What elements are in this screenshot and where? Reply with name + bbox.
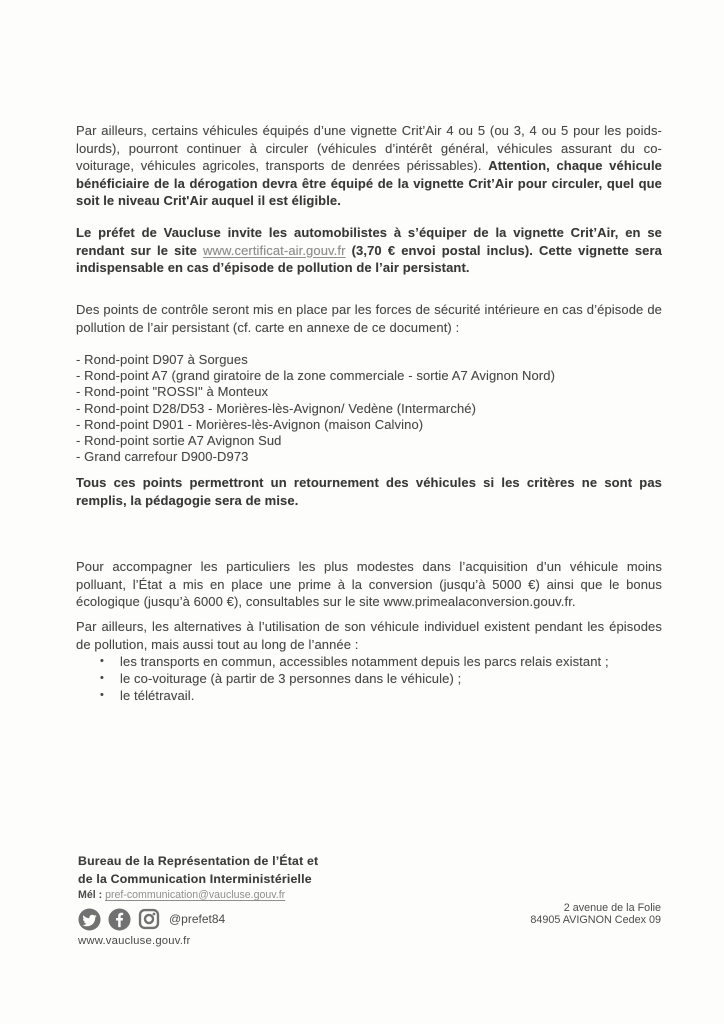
paragraph-derogation-bold: Attention, chaque véhicule bénéficiaire de la dérogation devra être équipé de la vignette Crit’Air pour circuler, quel que soit le niveau Crit'Air auquel il est éligible. bbox=[76, 158, 663, 208]
paragraph-retournement: Tous ces points permettront un retournement des véhicules si les critères ne sont pas remplis, la pédagogie sera de mise. bbox=[76, 475, 662, 508]
footer-email-line bbox=[78, 889, 398, 902]
certificat-air-link[interactable]: www.certificat-air.gouv.fr bbox=[203, 242, 346, 258]
address-line2: 84905 AVIGNON Cedex 09 bbox=[530, 913, 661, 926]
checkpoint-list bbox=[76, 352, 662, 465]
bullet-icon: • bbox=[100, 655, 104, 667]
alternative-item bbox=[76, 687, 662, 704]
checkpoint-item: - Rond-point D901 - Morières-lès-Avignon (maison Calvino) bbox=[76, 416, 424, 432]
footer-address-block bbox=[530, 903, 661, 926]
address-line1: 2 avenue de la Folie bbox=[563, 902, 661, 914]
alternative-item bbox=[76, 670, 662, 687]
paragraph-derogation-normal: Par ailleurs, certains véhicules équipés d’une vignette Crit’Air 4 ou 5 (ou 3, 4 ou 5 pour les poids-lourds), pourront continuer à circuler (véhicules d’intérêt général, véhicules assurant du co-voiturage, véhicules agricoles, transports de denrées périssables). bbox=[76, 123, 662, 173]
bullet-icon: • bbox=[100, 672, 104, 685]
twitter-icon[interactable] bbox=[78, 908, 101, 931]
footer-social-row bbox=[78, 907, 398, 931]
footer-office-line1: Bureau de la Représentation de l’État et bbox=[78, 854, 319, 868]
checkpoint-item: - Grand carrefour D900-D973 bbox=[76, 449, 249, 465]
paragraph-derogation bbox=[76, 122, 662, 210]
alternatives-list bbox=[76, 653, 662, 705]
checkpoint-item: - Rond-point D907 à Sorgues bbox=[76, 352, 248, 367]
alternative-item-text: le télétravail. bbox=[120, 688, 195, 704]
paragraph-alternatives-intro: Par ailleurs, les alternatives à l’utilisation de son véhicule individuel existent pendant les épisodes de pollution, mais aussi tout au long de l’année : bbox=[76, 619, 662, 652]
facebook-icon[interactable] bbox=[108, 908, 131, 931]
instagram-icon[interactable] bbox=[138, 908, 160, 930]
paragraph-prefet-before-link: Le préfet de Vaucluse invite les automobilistes à s’équiper de la vignette Crit’Air, en se rendant sur le site bbox=[76, 225, 662, 258]
footer-contact-block bbox=[78, 853, 398, 947]
footer-website: www.vaucluse.gouv.fr bbox=[78, 935, 191, 947]
email-label: Mél : bbox=[78, 889, 106, 901]
alternative-item-text: le co-voiturage (à partir de 3 personnes dans le véhicule) ; bbox=[120, 671, 462, 687]
checkpoint-item: - Rond-point sortie A7 Avignon Sud bbox=[76, 433, 282, 449]
alternative-item-text: les transports en commun, accessibles notamment depuis les parcs relais existant ; bbox=[120, 654, 609, 669]
paragraph-prefet-after-link: (3,70 € envoi postal inclus). Cette vignette sera indispensable en cas d’épisode de pollution de l’air persistant. bbox=[76, 242, 662, 275]
checkpoint-item: - Rond-point D28/D53 - Morières-lès-Avignon/ Vedène (Intermarché) bbox=[76, 400, 477, 416]
checkpoint-item: - Rond-point A7 (grand giratoire de la zone commerciale - sortie A7 Avignon Nord) bbox=[76, 368, 555, 384]
bullet-icon: • bbox=[100, 689, 104, 702]
alternatives-section bbox=[76, 618, 662, 705]
paragraph-points-controle: Des points de contrôle seront mis en place par les forces de sécurité intérieure en cas d’épisode de pollution de l’air persistant (cf. carte en annexe de ce document) : bbox=[76, 302, 662, 335]
alternative-item bbox=[76, 653, 662, 670]
social-handle: @prefet84 bbox=[169, 912, 226, 926]
checkpoint-item: - Rond-point "ROSSI" à Monteux bbox=[76, 384, 269, 400]
paragraph-prime-conversion: Pour accompagner les particuliers les plus modestes dans l’acquisition d’un véhicule moins polluant, l’État a mis en place une prime à la conversion (jusqu’à 5000 €) ainsi que le bonus écologique (jusqu’à 6000 €), consultables sur le site www.primealaconversion.gouv.fr. bbox=[76, 559, 662, 609]
footer-office-line2: de la Communication Interministérielle bbox=[78, 871, 312, 886]
email-link[interactable]: pref-communication@vaucluse.gouv.fr bbox=[105, 889, 286, 901]
paragraph-prefet-invite bbox=[76, 224, 662, 277]
